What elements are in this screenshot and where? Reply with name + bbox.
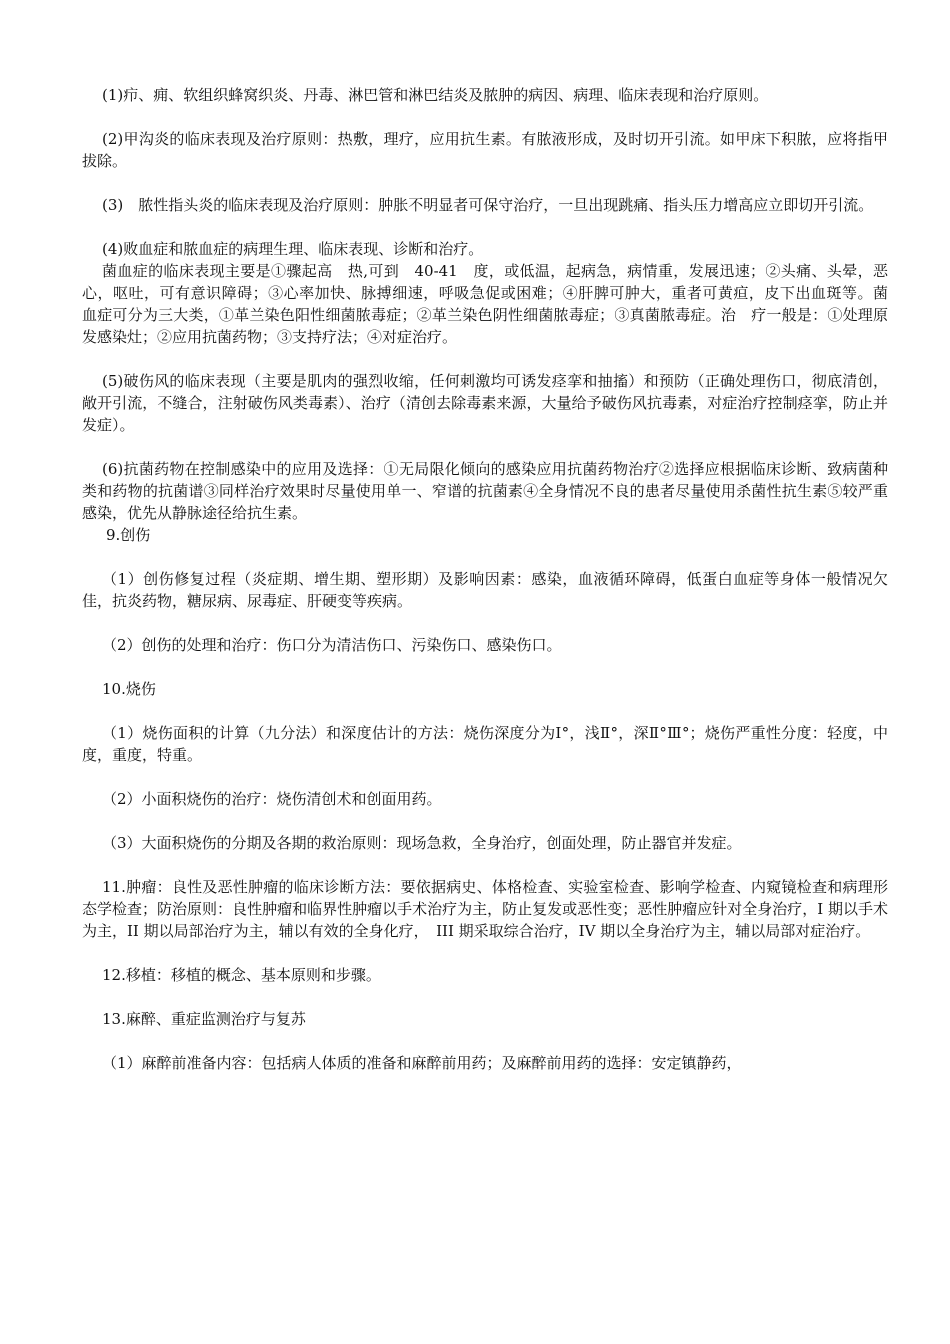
para-anesthesia-1: （1）麻醉前准备内容：包括病人体质的准备和麻醉前用药；及麻醉前用药的选择：安定镇静药， xyxy=(102,1054,742,1072)
para-infection-4: (4)败血症和脓血症的病理生理、临床表现、诊断和治疗。 xyxy=(102,240,484,258)
para-tumor: 11.肿瘤：良性及恶性肿瘤的临床诊断方法：要依据病史、体格检查、实验室检查、影响学检查、内窥镜检查和病理形态学检查；防治原则：良性肿瘤和临界性肿瘤以手术治疗为主，防止复发或恶性变；恶性肿瘤应针对全身治疗，I 期以手术为主，II 期以局部治疗为主，辅以有效的全身化疗， III 期采取综合治疗，IV 期以全身治疗为主，辅以局部对症治疗。 xyxy=(82,878,888,940)
para-burns-2: （2）小面积烧伤的治疗：烧伤清创术和创面用药。 xyxy=(102,790,442,808)
section-heading-burns: 10.烧伤 xyxy=(102,680,156,698)
para-burns-3: （3）大面积烧伤的分期及各期的救治原则：现场急救，全身治疗，创面处理，防止器官并发症。 xyxy=(102,834,742,852)
section-heading-anesthesia: 13.麻醉、重症监测治疗与复苏 xyxy=(102,1010,306,1028)
para-infection-2: (2)甲沟炎的临床表现及治疗原则：热敷，理疗，应用抗生素。有脓液形成，及时切开引流。如甲床下积脓，应将指甲拔除。 xyxy=(82,130,888,170)
para-antibiotics: (6)抗菌药物在控制感染中的应用及选择：①无局限化倾向的感染应用抗菌药物治疗②选择应根据临床诊断、致病菌种类和药物的抗菌谱③同样治疗效果时尽量使用单一、窄谱的抗菌素④全身情况不良的患者尽量使用杀菌性抗生素⑤较严重感染，优先从静脉途径给抗生素。 xyxy=(82,460,888,522)
para-infection-1: (1)疖、痈、软组织蜂窝织炎、丹毒、淋巴管和淋巴结炎及脓肿的病因、病理、临床表现和治疗原则。 xyxy=(102,86,769,104)
para-trauma-2: （2）创伤的处理和治疗：伤口分为清洁伤口、污染伤口、感染伤口。 xyxy=(102,636,562,654)
para-infection-3: (3) 脓性指头炎的临床表现及治疗原则：肿胀不明显者可保守治疗，一旦出现跳痛、指头压力增高应立即切开引流。 xyxy=(102,196,874,214)
para-burns-1: （1）烧伤面积的计算（九分法）和深度估计的方法：烧伤深度分为Ⅰ°，浅Ⅱ°，深Ⅱ°Ⅲ°；烧伤严重性分度：轻度，中度，重度，特重。 xyxy=(82,724,888,764)
para-trauma-1: （1）创伤修复过程（炎症期、增生期、塑形期）及影响因素：感染，血液循环障碍，低蛋白血症等身体一般情况欠佳，抗炎药物，糖尿病、尿毒症、肝硬变等疾病。 xyxy=(82,570,888,610)
para-bacteremia: 菌血症的临床表现主要是①骤起高 热,可到 40-41 度，或低温，起病急，病情重，发展迅速；②头痛、头晕，恶心，呕吐，可有意识障碍；③心率加快、脉搏细速，呼吸急促或困难；④肝脾可肿大，重者可黄疸，皮下出血斑等。菌 血症可分为三大类，①革兰染色阳性细菌脓毒症；②革兰染色阴性细菌脓毒症；③真菌脓毒症。治 疗一般是：①处理原发感染灶；②应用抗菌药物；③支持疗法；④对症治疗。 xyxy=(82,262,904,346)
para-transplant: 12.移植：移植的概念、基本原则和步骤。 xyxy=(102,966,381,984)
section-heading-trauma: 9.创伤 xyxy=(106,526,151,544)
para-tetanus: (5)破伤风的临床表现（主要是肌肉的强烈收缩，任何刺激均可诱发痉挛和抽搐）和预防（正确处理伤口，彻底清创，敞开引流，不缝合，注射破伤风类毒素）、治疗（清创去除毒素来源，大量给予破伤风抗毒素，对症治疗控制痉挛，防止并发症）。 xyxy=(82,372,888,434)
